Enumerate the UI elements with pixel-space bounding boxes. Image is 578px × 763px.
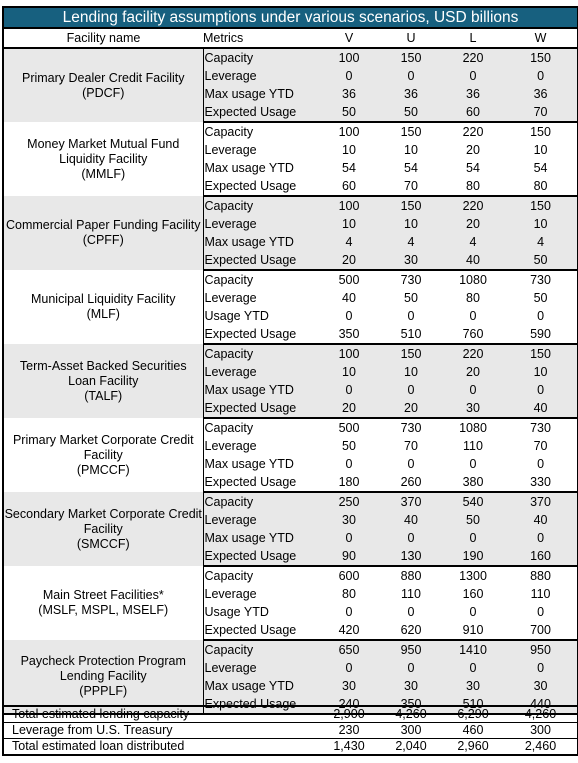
metric-label: Capacity [204,569,254,583]
facility-name-line: Money Market Mutual Fund [27,136,180,151]
value-l: 0 [442,67,504,85]
summary-value-w: 300 [504,723,578,739]
metric-label: Max usage YTD [203,233,318,251]
value-w: 40 [504,399,578,418]
facility-name-line: (PMCCF) [76,462,130,477]
summary-value-l: 2,960 [457,739,489,753]
facility-name-line: Loan Facility [68,373,139,388]
value-u: 50 [404,291,418,305]
value-l: 0 [469,605,477,619]
metric-label: Capacity [204,421,254,435]
metric-label: Expected Usage [203,177,318,196]
value-l: 0 [442,529,504,547]
value-u: 0 [380,659,442,677]
facility-name-line: (SMCCF) [76,536,130,551]
value-u: 50 [380,103,442,122]
metric-label: Max usage YTD [203,677,318,695]
value-u: 54 [404,161,418,175]
metric-label: Leverage [203,511,318,529]
metric-label: Expected Usage [203,251,318,270]
value-w: 440 [504,695,578,714]
table-row [3,48,578,67]
metric-label: Capacity [203,196,318,215]
value-w: 54 [533,161,548,175]
metric-label: Leverage [203,363,318,381]
value-w: 36 [504,85,578,103]
value-u: 40 [380,511,442,529]
value-w: 370 [504,492,578,511]
value-w: 10 [504,363,578,381]
value-v: 0 [345,605,353,619]
value-v: 350 [318,325,380,344]
value-w: 700 [504,621,578,640]
facility-name-line: (MLF) [86,307,120,321]
value-l: 60 [442,103,504,122]
col-header-u: U [380,28,442,48]
value-l: 40 [442,251,504,270]
lending-facility-table [2,6,578,715]
value-w: 10 [504,215,578,233]
value-w: 30 [504,677,578,695]
metric-label: Capacity [203,492,318,511]
metric-label: Expected Usage [203,547,318,566]
metric-label: Capacity [203,640,318,659]
value-u: 150 [380,344,442,363]
value-l: 910 [442,621,504,640]
value-l: 540 [442,492,504,511]
value-l: 1080 [459,273,487,287]
value-w: 330 [504,473,578,492]
value-l: 30 [442,399,504,418]
value-w: 0 [504,67,578,85]
value-v: 54 [342,161,356,175]
facility-name [3,270,203,344]
metric-label: Max usage YTD [204,457,294,471]
facility-name-line: Primary Dealer Credit Facility [21,70,185,85]
value-v: 0 [345,457,353,471]
value-u: 30 [380,677,442,695]
value-w: 160 [504,547,578,566]
facility-name [3,48,203,122]
value-v: 60 [318,177,380,196]
value-w: 50 [504,251,578,270]
summary-value-l: 460 [442,723,504,739]
facility-body [3,48,578,714]
facility-name-line: Facility [83,521,123,536]
metric-label: Leverage [204,439,257,453]
metric-label: Usage YTD [204,309,269,323]
metric-label: Max usage YTD [203,529,318,547]
table-row [3,196,578,215]
table-row [3,344,578,363]
value-u: 0 [380,67,442,85]
value-w: 0 [537,309,545,323]
value-u: 730 [400,421,422,435]
value-l: 20 [442,215,504,233]
facility-name-line: (MSLF, MSPL, MSELF) [38,603,169,617]
value-w: 880 [530,569,551,583]
value-l: 4 [442,233,504,251]
value-u: 0 [407,309,415,323]
value-w: 150 [530,125,551,139]
facility-name [3,196,203,270]
facility-name [3,566,203,640]
metric-label: Expected Usage [203,695,318,714]
value-l: 220 [442,48,504,67]
value-w: 0 [504,381,578,399]
summary-value-v: 230 [318,723,380,739]
value-u: 10 [404,143,418,157]
value-w: 590 [504,325,578,344]
facility-name-line: Commercial Paper Funding Facility [5,218,201,232]
metric-label: Leverage [204,291,257,305]
value-l: 1410 [442,640,504,659]
value-l: 220 [462,125,484,139]
table-title: Lending facility assumptions under various scenarios, USD billions [3,7,578,28]
value-l: 54 [466,161,480,175]
value-u: 0 [380,529,442,547]
value-w: 10 [533,143,548,157]
summary-value-v: 2,900 [318,706,380,723]
value-v: 600 [338,569,360,583]
value-v: 10 [318,215,380,233]
summary-value-u: 300 [380,723,442,739]
value-u: 620 [380,621,442,640]
value-l: 220 [442,196,504,215]
col-header-metrics: Metrics [203,28,318,48]
value-u: 260 [380,473,442,492]
value-u: 150 [380,196,442,215]
value-w: 110 [530,587,551,601]
metric-label: Expected Usage [203,399,318,418]
value-l: 510 [442,695,504,714]
metric-label: Leverage [203,659,318,677]
value-u: 0 [407,605,415,619]
value-w: 70 [504,103,578,122]
value-w: 950 [504,640,578,659]
value-v: 0 [318,529,380,547]
value-u: 0 [407,457,415,471]
value-v: 420 [318,621,380,640]
value-v: 30 [318,677,380,695]
value-v: 0 [318,67,380,85]
table-row [3,492,578,511]
value-u: 130 [380,547,442,566]
facility-name-line: (PDCF) [82,85,125,100]
value-v: 40 [342,291,356,305]
col-header-l: L [442,28,504,48]
metric-label: Expected Usage [203,325,318,344]
value-u: 150 [400,125,422,139]
facility-name-line: Secondary Market Corporate Credit [4,506,202,521]
table-row [3,640,578,659]
value-w: 0 [537,457,545,471]
value-w: 150 [504,344,578,363]
value-v: 90 [318,547,380,566]
facility-name [3,640,203,714]
facility-name-line: Facility [83,447,123,462]
facility-name [3,344,203,418]
value-v: 20 [318,399,380,418]
value-l: 1080 [459,421,487,435]
value-l: 0 [442,381,504,399]
value-l: 80 [466,291,480,305]
value-v: 50 [318,103,380,122]
value-v: 100 [338,125,360,139]
col-header-facility-name: Facility name [3,28,203,48]
value-l: 0 [442,659,504,677]
value-l: 380 [442,473,504,492]
metric-label: Expected Usage [203,473,318,492]
value-w: 730 [530,421,551,435]
value-v: 100 [318,344,380,363]
value-l: 160 [462,587,484,601]
facility-name-line: Main Street Facilities* [42,588,164,602]
facility-name-line: (TALF) [84,388,123,403]
value-u: 30 [380,251,442,270]
summary-row [3,706,578,723]
value-u: 4 [380,233,442,251]
value-l: 80 [442,177,504,196]
metric-label: Leverage [203,67,318,85]
value-w: 0 [504,659,578,677]
value-l: 20 [466,143,480,157]
value-w: 150 [504,196,578,215]
summary-value-u: 2,040 [395,739,427,753]
value-v: 4 [318,233,380,251]
facility-name-line: (PPPLF) [79,684,128,698]
summary-value-w: 4,260 [504,706,578,723]
facility-name-line: (MMLF) [81,166,126,181]
value-w: 50 [533,291,548,305]
value-u: 370 [380,492,442,511]
facility-name-line: Primary Market Corporate Credit [12,432,194,447]
value-v: 10 [318,363,380,381]
facility-name [3,122,203,196]
value-u: 0 [380,381,442,399]
value-l: 50 [442,511,504,529]
metric-label: Capacity [203,48,318,67]
facility-name-line: Liquidity Facility [59,151,148,166]
value-u: 110 [401,587,421,601]
value-w: 730 [530,273,551,287]
column-header-row [3,28,578,48]
metric-label: Leverage [203,215,318,233]
summary-body [3,706,578,755]
value-v: 0 [318,381,380,399]
metric-label: Expected Usage [203,621,318,640]
metric-label: Capacity [204,125,254,139]
value-v: 500 [338,273,360,287]
table-row [3,122,578,141]
value-v: 100 [318,196,380,215]
value-v: 10 [342,143,356,157]
value-l: 20 [442,363,504,381]
value-v: 0 [345,309,353,323]
metric-label: Max usage YTD [203,381,318,399]
summary-row [3,723,578,739]
metric-label: Capacity [204,273,254,287]
metric-label: Leverage [204,143,257,157]
value-l: 30 [442,677,504,695]
summary-row [3,739,578,756]
summary-label: Total estimated loan distributed [12,739,185,753]
value-l: 0 [469,309,477,323]
value-l: 190 [442,547,504,566]
value-u: 350 [380,695,442,714]
value-w: 0 [537,605,545,619]
table-row [3,566,578,585]
value-v: 20 [318,251,380,270]
col-header-w: W [504,28,578,48]
value-w: 150 [504,48,578,67]
col-header-v: V [318,28,380,48]
value-v: 0 [318,659,380,677]
summary-table [2,705,578,756]
value-v: 36 [318,85,380,103]
value-u: 10 [380,363,442,381]
value-u: 510 [380,325,442,344]
value-l: 36 [442,85,504,103]
summary-label: Total estimated lending capacity [3,706,318,723]
value-l: 220 [442,344,504,363]
metric-label: Max usage YTD [203,85,318,103]
table-row [3,270,578,289]
value-v: 80 [342,587,356,601]
value-v: 180 [318,473,380,492]
value-w: 0 [504,529,578,547]
metric-label: Expected Usage [203,103,318,122]
value-l: 110 [463,439,483,453]
facility-name-line: Term-Asset Backed Securities [19,358,187,373]
metric-label: Usage YTD [204,605,269,619]
value-w: 4 [504,233,578,251]
value-l: 760 [442,325,504,344]
value-w: 80 [504,177,578,196]
metric-label: Max usage YTD [204,161,294,175]
summary-value-v: 1,430 [333,739,365,753]
value-u: 10 [380,215,442,233]
summary-value-u: 4,260 [380,706,442,723]
facility-name-line: Paycheck Protection Program [20,654,186,668]
value-w: 70 [533,439,548,453]
value-l: 0 [469,457,477,471]
facility-name [3,418,203,492]
value-u: 20 [380,399,442,418]
value-v: 50 [342,439,356,453]
value-u: 70 [380,177,442,196]
summary-value-l: 6,290 [442,706,504,723]
summary-value-w: 2,460 [524,739,557,753]
facility-name-line: Lending Facility [59,669,147,683]
value-u: 950 [380,640,442,659]
metric-label: Capacity [203,344,318,363]
table-row [3,418,578,437]
metric-label: Leverage [204,587,257,601]
facility-name [3,492,203,566]
value-v: 250 [318,492,380,511]
value-v: 240 [318,695,380,714]
value-u: 730 [400,273,422,287]
value-u: 880 [400,569,422,583]
value-v: 100 [318,48,380,67]
value-l: 1300 [459,569,487,583]
value-u: 150 [380,48,442,67]
value-v: 500 [338,421,360,435]
summary-label: Leverage from U.S. Treasury [3,723,318,739]
facility-name-line: (CPFF) [82,233,124,247]
facility-name-line: Municipal Liquidity Facility [30,292,176,306]
value-u: 36 [380,85,442,103]
value-v: 30 [318,511,380,529]
value-w: 40 [504,511,578,529]
value-v: 650 [318,640,380,659]
value-u: 70 [404,439,418,453]
